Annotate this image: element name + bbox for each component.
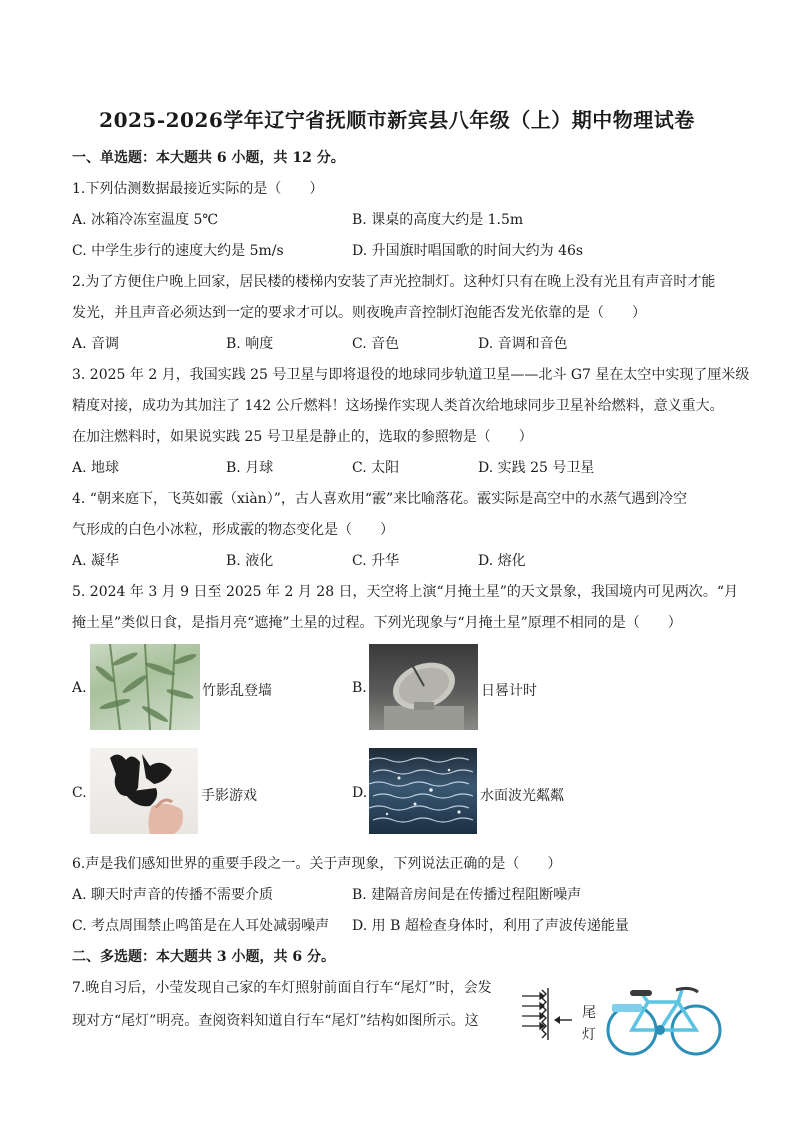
question-7-stem-line-1: 7.晚自习后，小莹发现自己家的车灯照射前面自行车“尾灯”时，会发 — [72, 980, 492, 996]
question-2-stem-line-1: 2.为了方便住户晚上回家，居民楼的楼梯内安装了声光控制灯。这种灯只有在晚上没有光且有声音时才能 — [72, 274, 716, 290]
question-4-option-d: D. 熔化 — [478, 553, 526, 569]
question-4-option-b: B. 液化 — [226, 553, 274, 569]
water-ripples-image — [369, 748, 477, 834]
question-6-option-d: D. 用 B 超检查身体时，利用了声波传递能量 — [352, 918, 629, 934]
question-2-option-c: C. 音色 — [352, 336, 400, 352]
question-5-option-c-label: C. — [72, 785, 87, 801]
question-5-option-a-caption: 竹影乱登墙 — [202, 683, 272, 699]
bicycle-tail-light-figure — [520, 980, 725, 1060]
question-1-option-b: B. 课桌的高度大约是 1.5m — [352, 212, 524, 228]
hand-shadow-image — [90, 748, 198, 834]
question-2-option-d: D. 音调和音色 — [478, 336, 568, 352]
question-5-option-b-caption: 日晷计时 — [481, 683, 537, 699]
question-3-option-a: A. 地球 — [72, 460, 120, 476]
question-4-stem-line-2: 气形成的白色小冰粒，形成霰的物态变化是（ ） — [72, 522, 394, 538]
question-6-option-c: C. 考点周围禁止鸣笛是在人耳处减弱噪声 — [72, 918, 330, 934]
question-5-stem-line-2: 掩土星”类似日食，是指月亮“遮掩”土星的过程。下列光现象与“月掩土星”原理不相同的是（ ） — [72, 615, 682, 631]
section-heading-single-choice: 一、单选题：本大题共 6 小题，共 12 分。 — [72, 150, 345, 166]
question-5-stem-line-1: 5. 2024 年 3 月 9 日至 2025 年 2 月 28 日，天空将上演“月掩土星”的天文景象，我国境内可见两次。“月 — [72, 584, 739, 600]
question-1-option-c: C. 中学生步行的速度大约是 5m/s — [72, 243, 284, 259]
question-3-stem-line-1: 3. 2025 年 2 月，我国实践 25 号卫星与即将退役的地球同步轨道卫星——北斗 G7 星在太空中实现了厘米级 — [72, 367, 750, 383]
tail-light-label-top: 尾 — [582, 1005, 596, 1021]
question-1-stem: 1.下列估测数据最接近实际的是（ ） — [72, 181, 324, 197]
bamboo-shadow-image — [90, 644, 200, 730]
question-1-option-a: A. 冰箱冷冻室温度 5℃ — [72, 212, 219, 228]
section-heading-multiple-choice: 二、多选题：本大题共 3 小题，共 6 分。 — [72, 949, 335, 965]
question-6-option-a: A. 聊天时声音的传播不需要介质 — [72, 887, 274, 903]
question-3-stem-line-2: 精度对接，成功为其加注了 142 公斤燃料！这场操作实现人类首次给地球同步卫星补给燃料，意义重大。 — [72, 398, 724, 414]
question-4-option-a: A. 凝华 — [72, 553, 120, 569]
question-2-option-b: B. 响度 — [226, 336, 274, 352]
tail-light-label-bottom: 灯 — [582, 1027, 596, 1043]
question-2-stem-line-2: 发光，并且声音必须达到一定的要求才可以。则夜晚声音控制灯泡能否发光依靠的是（ ） — [72, 305, 646, 321]
question-4-option-c: C. 升华 — [352, 553, 400, 569]
page-title: 2025-2026学年辽宁省抚顺市新宾县八年级（上）期中物理试卷 — [99, 108, 695, 132]
question-5-option-b-label: B. — [352, 680, 367, 696]
question-3-option-c: C. 太阳 — [352, 460, 400, 476]
question-3-option-d: D. 实践 25 号卫星 — [478, 460, 595, 476]
question-6-stem: 6.声是我们感知世界的重要手段之一。关于声现象，下列说法正确的是（ ） — [72, 856, 562, 872]
question-1-option-d: D. 升国旗时唱国歌的时间大约为 46s — [352, 243, 584, 259]
question-5-option-c-caption: 手影游戏 — [201, 788, 257, 804]
sundial-image — [369, 644, 478, 730]
question-4-stem-line-1: 4. “朝来庭下，飞英如霰（xiàn）”，古人喜欢用“霰”来比喻落花。霰实际是高空中的水蒸气遇到冷空 — [72, 491, 688, 507]
question-5-option-d-caption: 水面波光粼粼 — [480, 788, 564, 804]
question-7-stem-line-2: 现对方“尾灯”明亮。查阅资料知道自行车“尾灯”结构如图所示。这 — [72, 1013, 479, 1029]
question-3-stem-line-3: 在加注燃料时，如果说实践 25 号卫星是静止的，选取的参照物是（ ） — [72, 429, 533, 445]
question-2-option-a: A. 音调 — [72, 336, 120, 352]
question-6-option-b: B. 建隔音房间是在传播过程阻断噪声 — [352, 887, 582, 903]
question-5-option-a-label: A. — [72, 680, 87, 696]
question-3-option-b: B. 月球 — [226, 460, 274, 476]
question-5-option-d-label: D. — [352, 785, 368, 801]
